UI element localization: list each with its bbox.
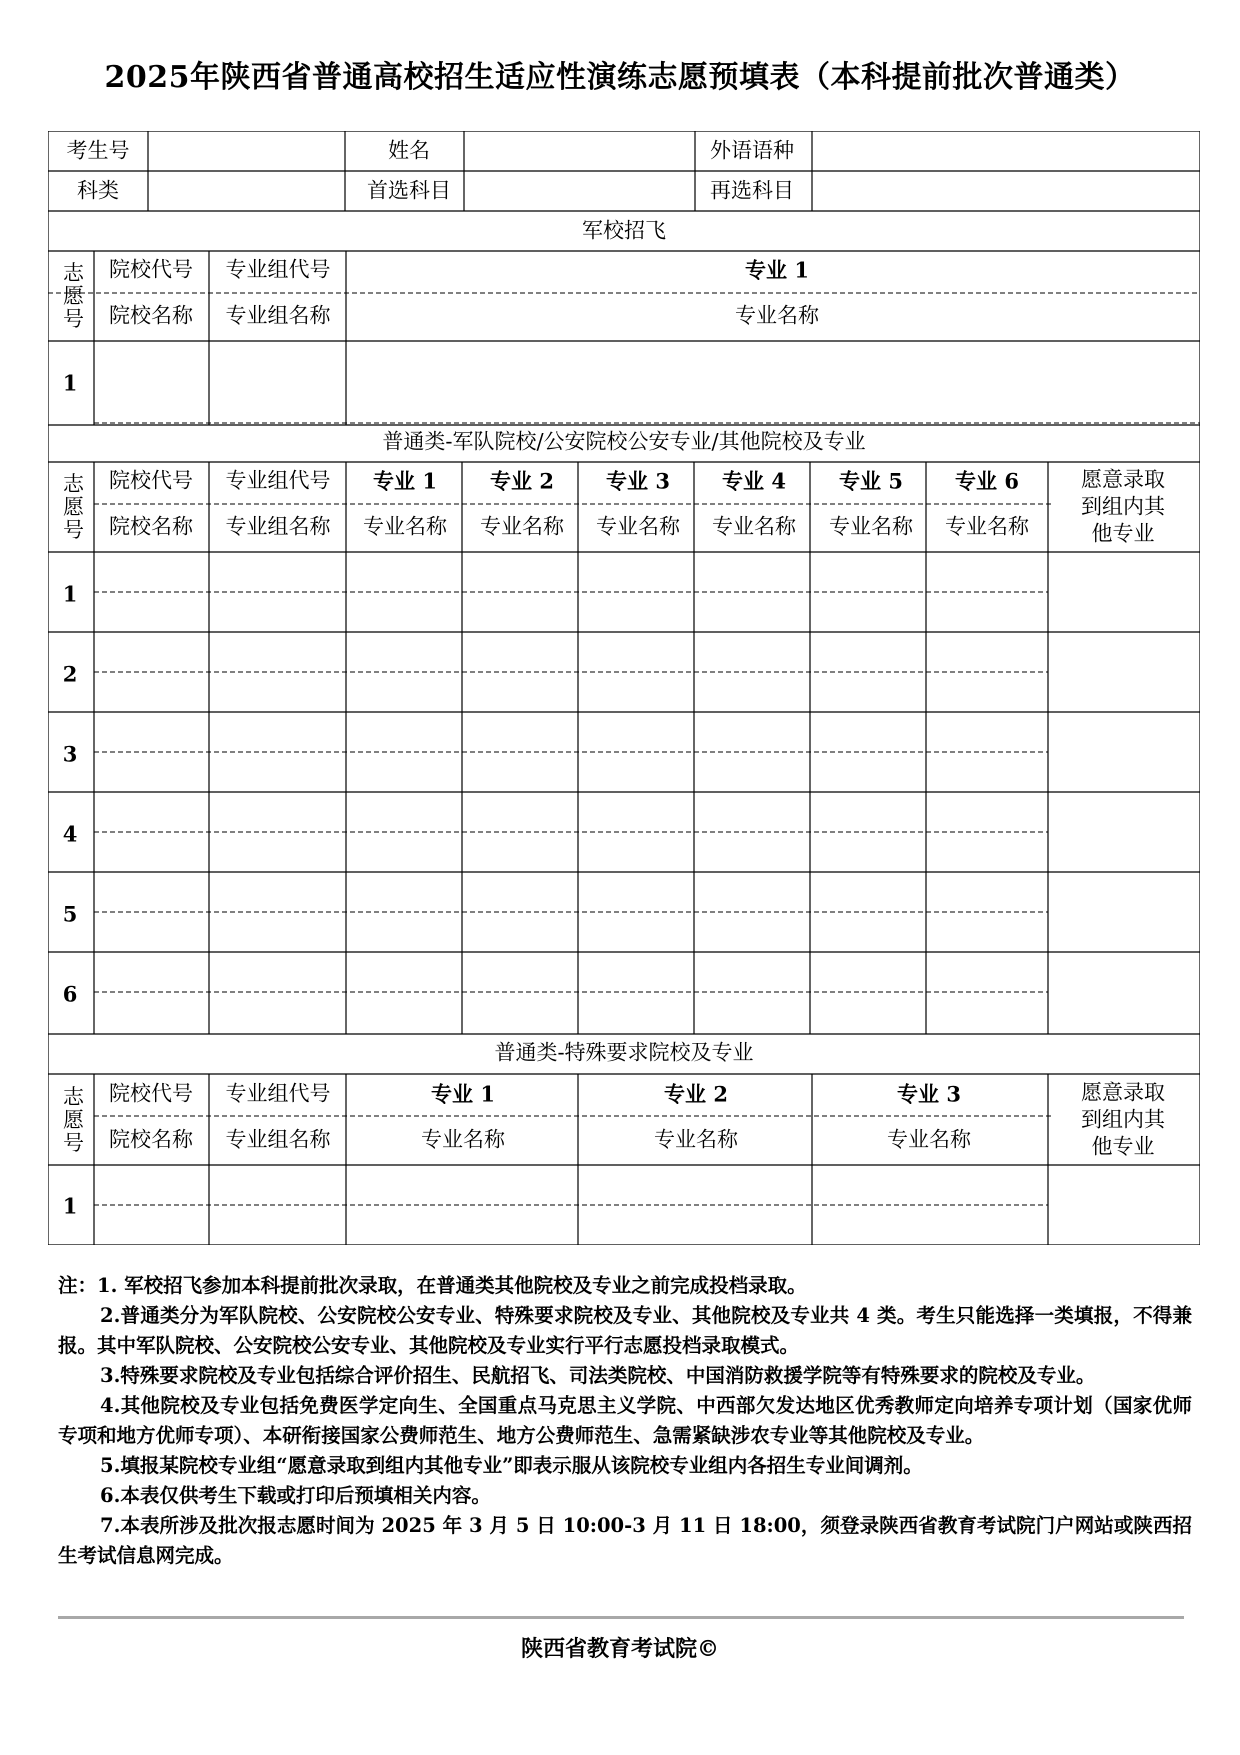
note-item: 6.本表仅供考生下载或打印后预填相关内容。 <box>100 1484 491 1507</box>
header-major-5: 专业 5 <box>839 468 903 494</box>
label-second-subject: 再选科目 <box>710 178 794 203</box>
choice-no-header: 志愿号 <box>60 261 85 331</box>
header-school-name: 院校名称 <box>109 514 193 539</box>
header-school-name: 院校名称 <box>109 1127 193 1152</box>
header-major-6: 专业 6 <box>955 468 1019 494</box>
header-major-1: 专业 1 <box>431 1081 495 1107</box>
footer-copyright: 陕西省教育考试院© <box>520 1636 719 1662</box>
input-second-subject[interactable] <box>812 173 1198 209</box>
header-major-name: 专业名称 <box>945 514 1029 539</box>
choice-number: 1 <box>62 1193 78 1219</box>
section-title-general: 普通类-军队院校/公安院校公安专业/其他院校及专业 <box>382 429 866 454</box>
notes <box>58 1271 1192 1571</box>
label-first-subject: 首选科目 <box>367 178 451 203</box>
choice-number: 1 <box>62 370 78 396</box>
choice-no-header: 志愿号 <box>60 1085 85 1155</box>
page-title: 2025年陕西省普通高校招生适应性演练志愿预填表（本科提前批次普通类） <box>104 60 1136 95</box>
header-group-name: 专业组名称 <box>225 1127 331 1152</box>
header-major-1: 专业 1 <box>745 257 809 283</box>
section-title-military: 军校招飞 <box>582 218 666 243</box>
input-first-subject[interactable] <box>464 173 693 209</box>
header-accept-other-majors: 愿意录取到组内其他专业 <box>1081 467 1165 546</box>
note-item: 2.普通类分为军队院校、公安院校公安专业、特殊要求院校及专业、其他院校及专业共 4 类。考生只能选择一类填报，不得兼报。其中军队院校、公安院校公安专业、其他院校及专业实行平行志愿投档录取模式。 <box>58 1304 1192 1357</box>
header-group-code: 专业组代号 <box>225 1081 331 1106</box>
header-major-4: 专业 4 <box>722 468 786 494</box>
header-school-name: 院校名称 <box>109 303 193 328</box>
header-major-name: 专业名称 <box>735 303 819 328</box>
header-major-3: 专业 3 <box>606 468 670 494</box>
header-major-name: 专业名称 <box>654 1127 738 1152</box>
label-category: 科类 <box>77 178 119 203</box>
header-group-name: 专业组名称 <box>225 303 331 328</box>
header-major-name: 专业名称 <box>421 1127 505 1152</box>
header-major-name: 专业名称 <box>887 1127 971 1152</box>
note-item: 3.特殊要求院校及专业包括综合评价招生、民航招飞、司法类院校、中国消防救援学院等有特殊要求的院校及专业。 <box>100 1364 1096 1387</box>
footer-divider <box>58 1616 1184 1619</box>
header-school-code: 院校代号 <box>109 468 193 493</box>
input-exam-no[interactable] <box>148 133 343 169</box>
choice-number: 4 <box>62 821 78 847</box>
label-exam-no: 考生号 <box>66 138 130 163</box>
header-major-name: 专业名称 <box>480 514 564 539</box>
header-major-3: 专业 3 <box>897 1081 961 1107</box>
input-name[interactable] <box>464 133 693 169</box>
header-major-name: 专业名称 <box>363 514 447 539</box>
note-item: 5.填报某院校专业组“愿意录取到组内其他专业”即表示服从该院校专业组内各招生专业间调剂。 <box>100 1454 923 1477</box>
choice-number: 6 <box>62 981 78 1007</box>
choice-number: 3 <box>62 741 78 767</box>
header-major-1: 专业 1 <box>373 468 437 494</box>
choice-no-header: 志愿号 <box>60 472 85 542</box>
label-foreign-language: 外语语种 <box>710 138 794 163</box>
header-group-name: 专业组名称 <box>225 514 331 539</box>
table-grid <box>48 131 1200 1245</box>
choice-number: 1 <box>62 581 78 607</box>
input-category[interactable] <box>148 173 343 209</box>
note-item: 注：1. 军校招飞参加本科提前批次录取，在普通类其他院校及专业之前完成投档录取。 <box>58 1274 807 1297</box>
header-major-name: 专业名称 <box>829 514 913 539</box>
choice-number: 5 <box>62 901 78 927</box>
header-school-code: 院校代号 <box>109 257 193 282</box>
header-accept-other-majors: 愿意录取到组内其他专业 <box>1081 1080 1165 1159</box>
input-foreign-language[interactable] <box>812 133 1198 169</box>
header-major-name: 专业名称 <box>596 514 680 539</box>
note-item: 7.本表所涉及批次报志愿时间为 2025 年 3 月 5 日 10:00-3 月 11 日 18:00，须登录陕西省教育考试院门户网站或陕西招生考试信息网完成。 <box>58 1514 1192 1567</box>
note-item: 4.其他院校及专业包括免费医学定向生、全国重点马克思主义学院、中西部欠发达地区优秀教师定向培养专项计划（国家优师专项和地方优师专项）、本研衔接国家公费师范生、地方公费师范生、急需紧缺涉农专业等其他院校及专业。 <box>58 1394 1192 1447</box>
header-school-code: 院校代号 <box>109 1081 193 1106</box>
header-major-2: 专业 2 <box>490 468 554 494</box>
header-group-code: 专业组代号 <box>225 257 331 282</box>
section-title-special: 普通类-特殊要求院校及专业 <box>494 1040 754 1065</box>
choice-number: 2 <box>62 661 78 687</box>
header-major-2: 专业 2 <box>664 1081 728 1107</box>
header-group-code: 专业组代号 <box>225 468 331 493</box>
header-major-name: 专业名称 <box>712 514 796 539</box>
choice-form-table <box>48 131 1200 1245</box>
label-name: 姓名 <box>388 138 430 163</box>
